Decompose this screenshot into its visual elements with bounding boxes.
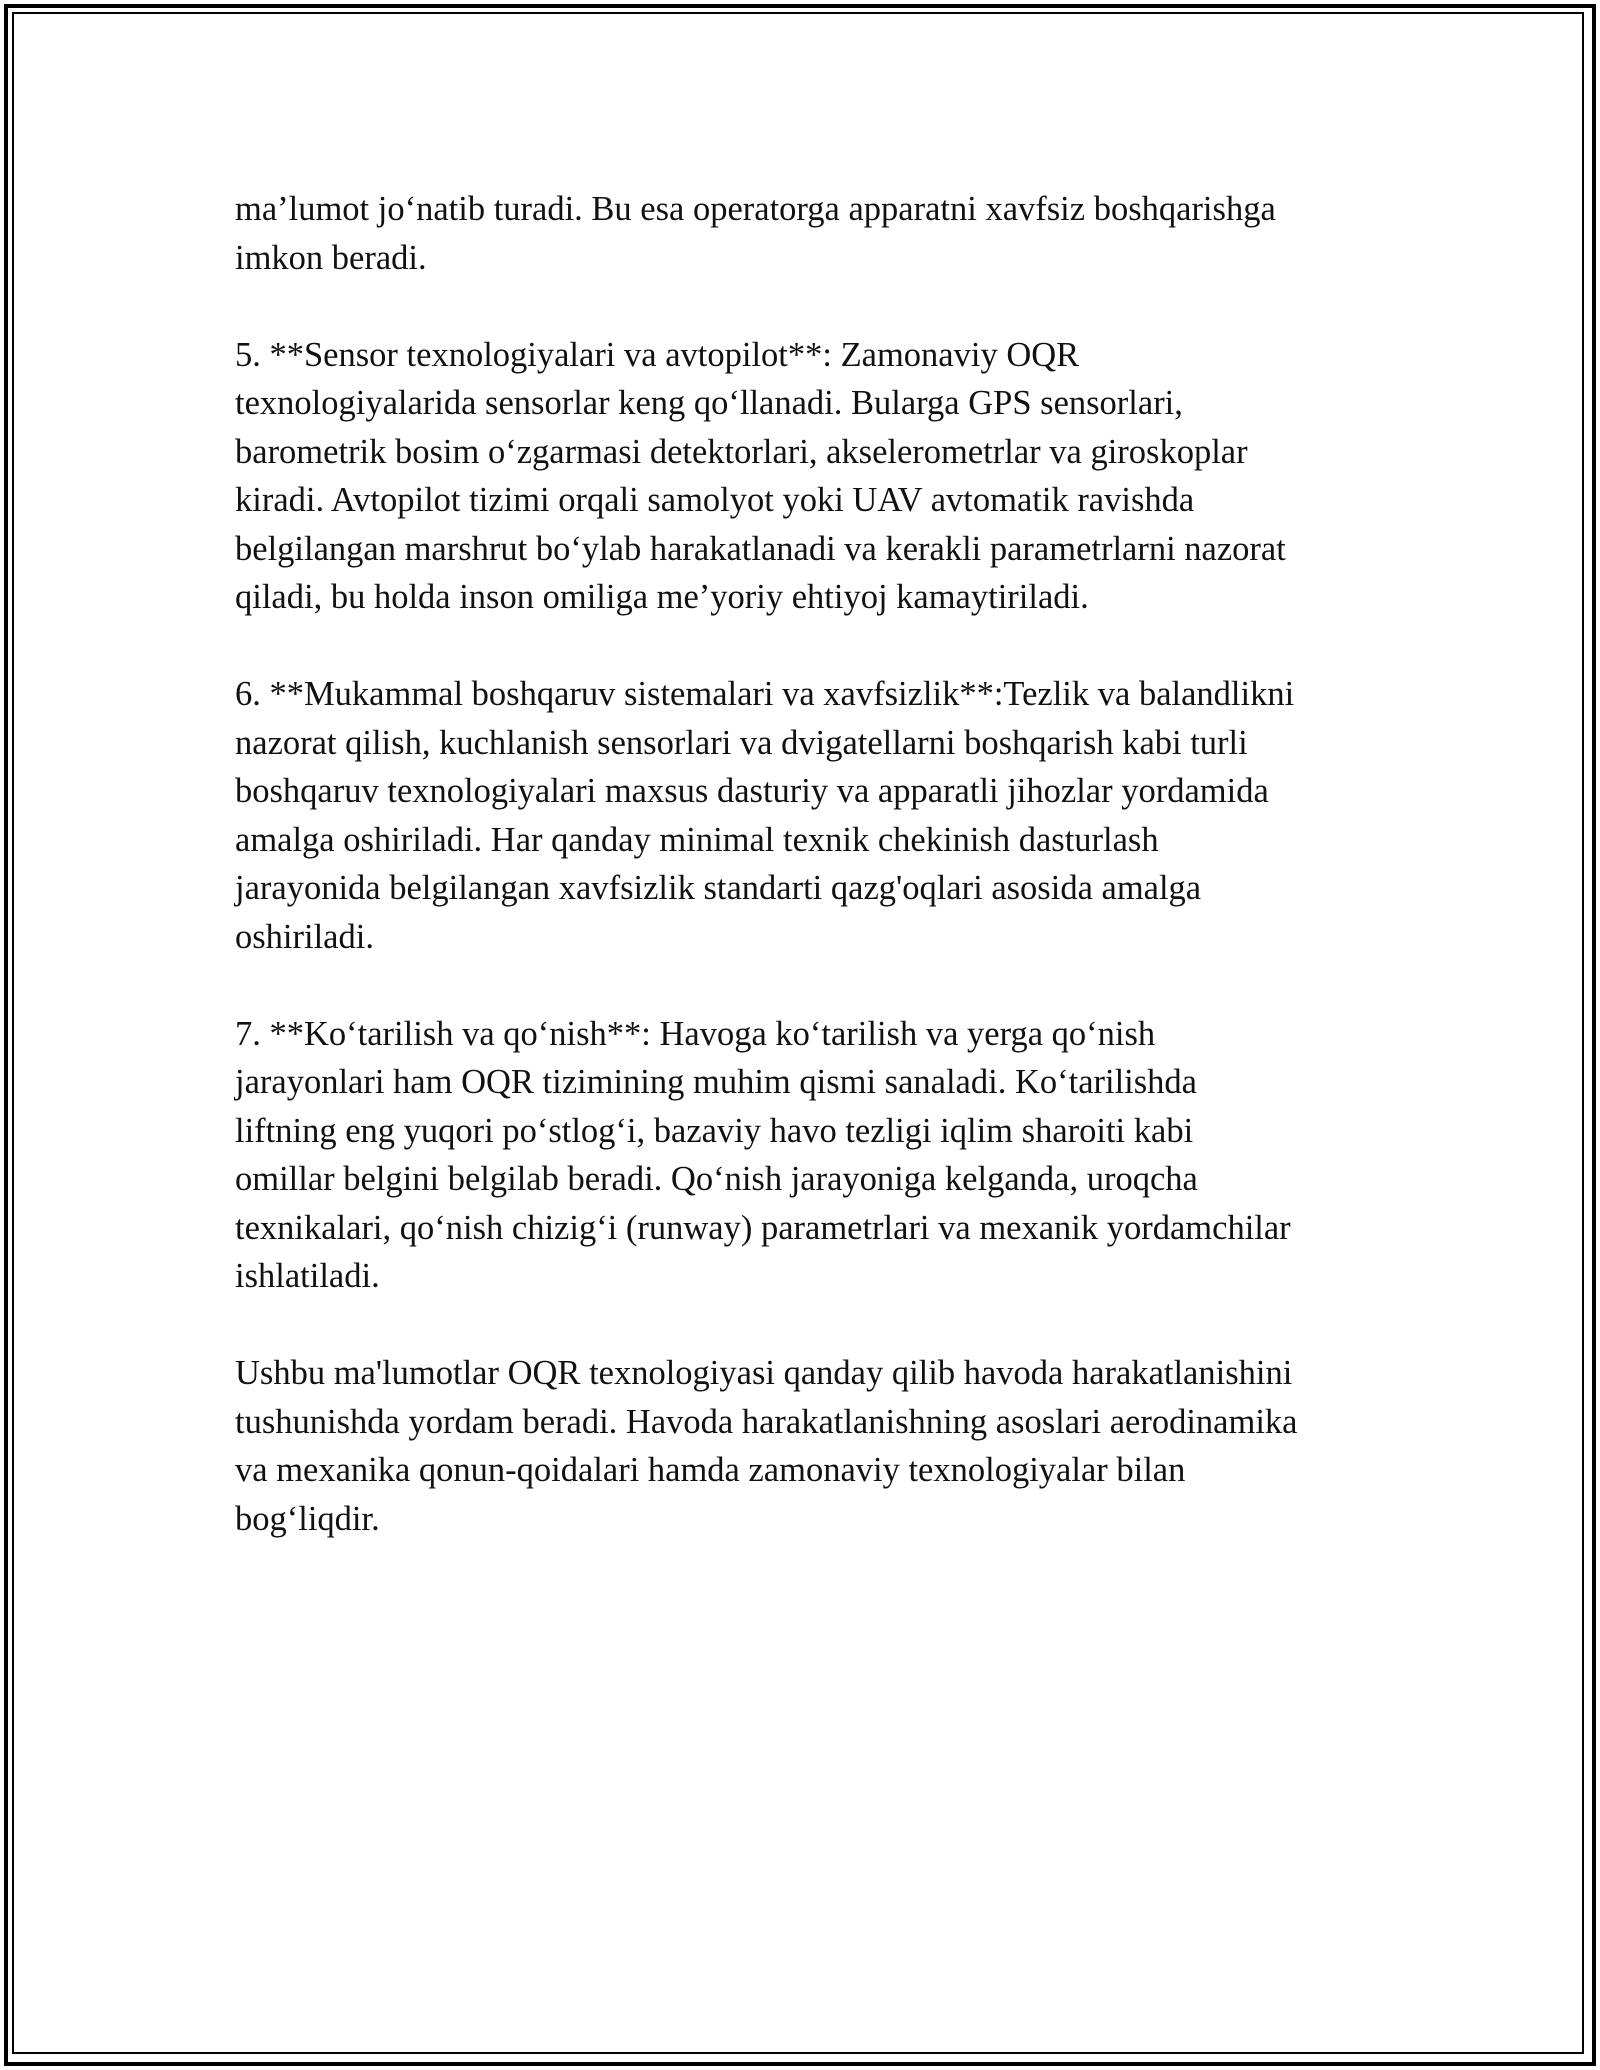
document-body <box>235 185 1375 1592</box>
paragraph-sensor-technologies: 5. **Sensor texnologiyalari va avtopilot**: Zamonaviy OQR texnologiyalarida sensorlar keng qo‘llanadi. Bularga GPS sensorlari, barometrik bosim o‘zgarmasi detektorlari, akselerometrlar va giroskoplar kiradi. Avtopilot tizimi orqali samolyot yoki UAV avtomatik ravishda belgilangan marshrut bo‘ylab harakatlanadi va kerakli parametrlarni nazorat qiladi, bu holda inson omiliga me’yoriy ehtiyoj kamaytiriladi. <box>235 335 1286 616</box>
paragraph-control-systems-safety: 6. **Mukammal boshqaruv sistemalari va xavfsizlik**:Tezlik va balandlikni nazorat qilish, kuchlanish sensorlari va dvigatellarni boshqarish kabi turli boshqaruv texnologiyalari maxsus dasturiy va apparatli jihozlar yordamida amalga oshiriladi. Har qanday minimal texnik chekinish dasturlash jarayonida belgilangan xavfsizlik standarti qazg'oqlari asosida amalga oshiriladi. <box>235 675 1295 956</box>
paragraph-continuation: ma’lumot jo‘natib turadi. Bu esa operatorga apparatni xavfsiz boshqarishga imkon beradi. <box>235 190 1276 277</box>
paragraph-conclusion: Ushbu ma'lumotlar OQR texnologiyasi qanday qilib havoda harakatlanishini tushunishda yordam beradi. Havoda harakatlanishning asoslari aerodinamika va mexanika qonun-qoidalari hamda zamonaviy texnologiyalar bilan bog‘liqdir. <box>235 1354 1298 1538</box>
paragraph-takeoff-landing: 7. **Ko‘tarilish va qo‘nish**: Havoga ko‘tarilish va yerga qo‘nish jarayonlari ham OQR tizimining muhim qismi sanaladi. Ko‘tarilishda liftning eng yuqori po‘stlog‘i, bazaviy havo tezligi iqlim sharoiti kabi omillar belgini belgilab beradi. Qo‘nish jarayoniga kelganda, uroqcha texnikalari, qo‘nish chizig‘i (runway) parametrlari va mexanik yordamchilar ishlatiladi. <box>235 1014 1291 1295</box>
